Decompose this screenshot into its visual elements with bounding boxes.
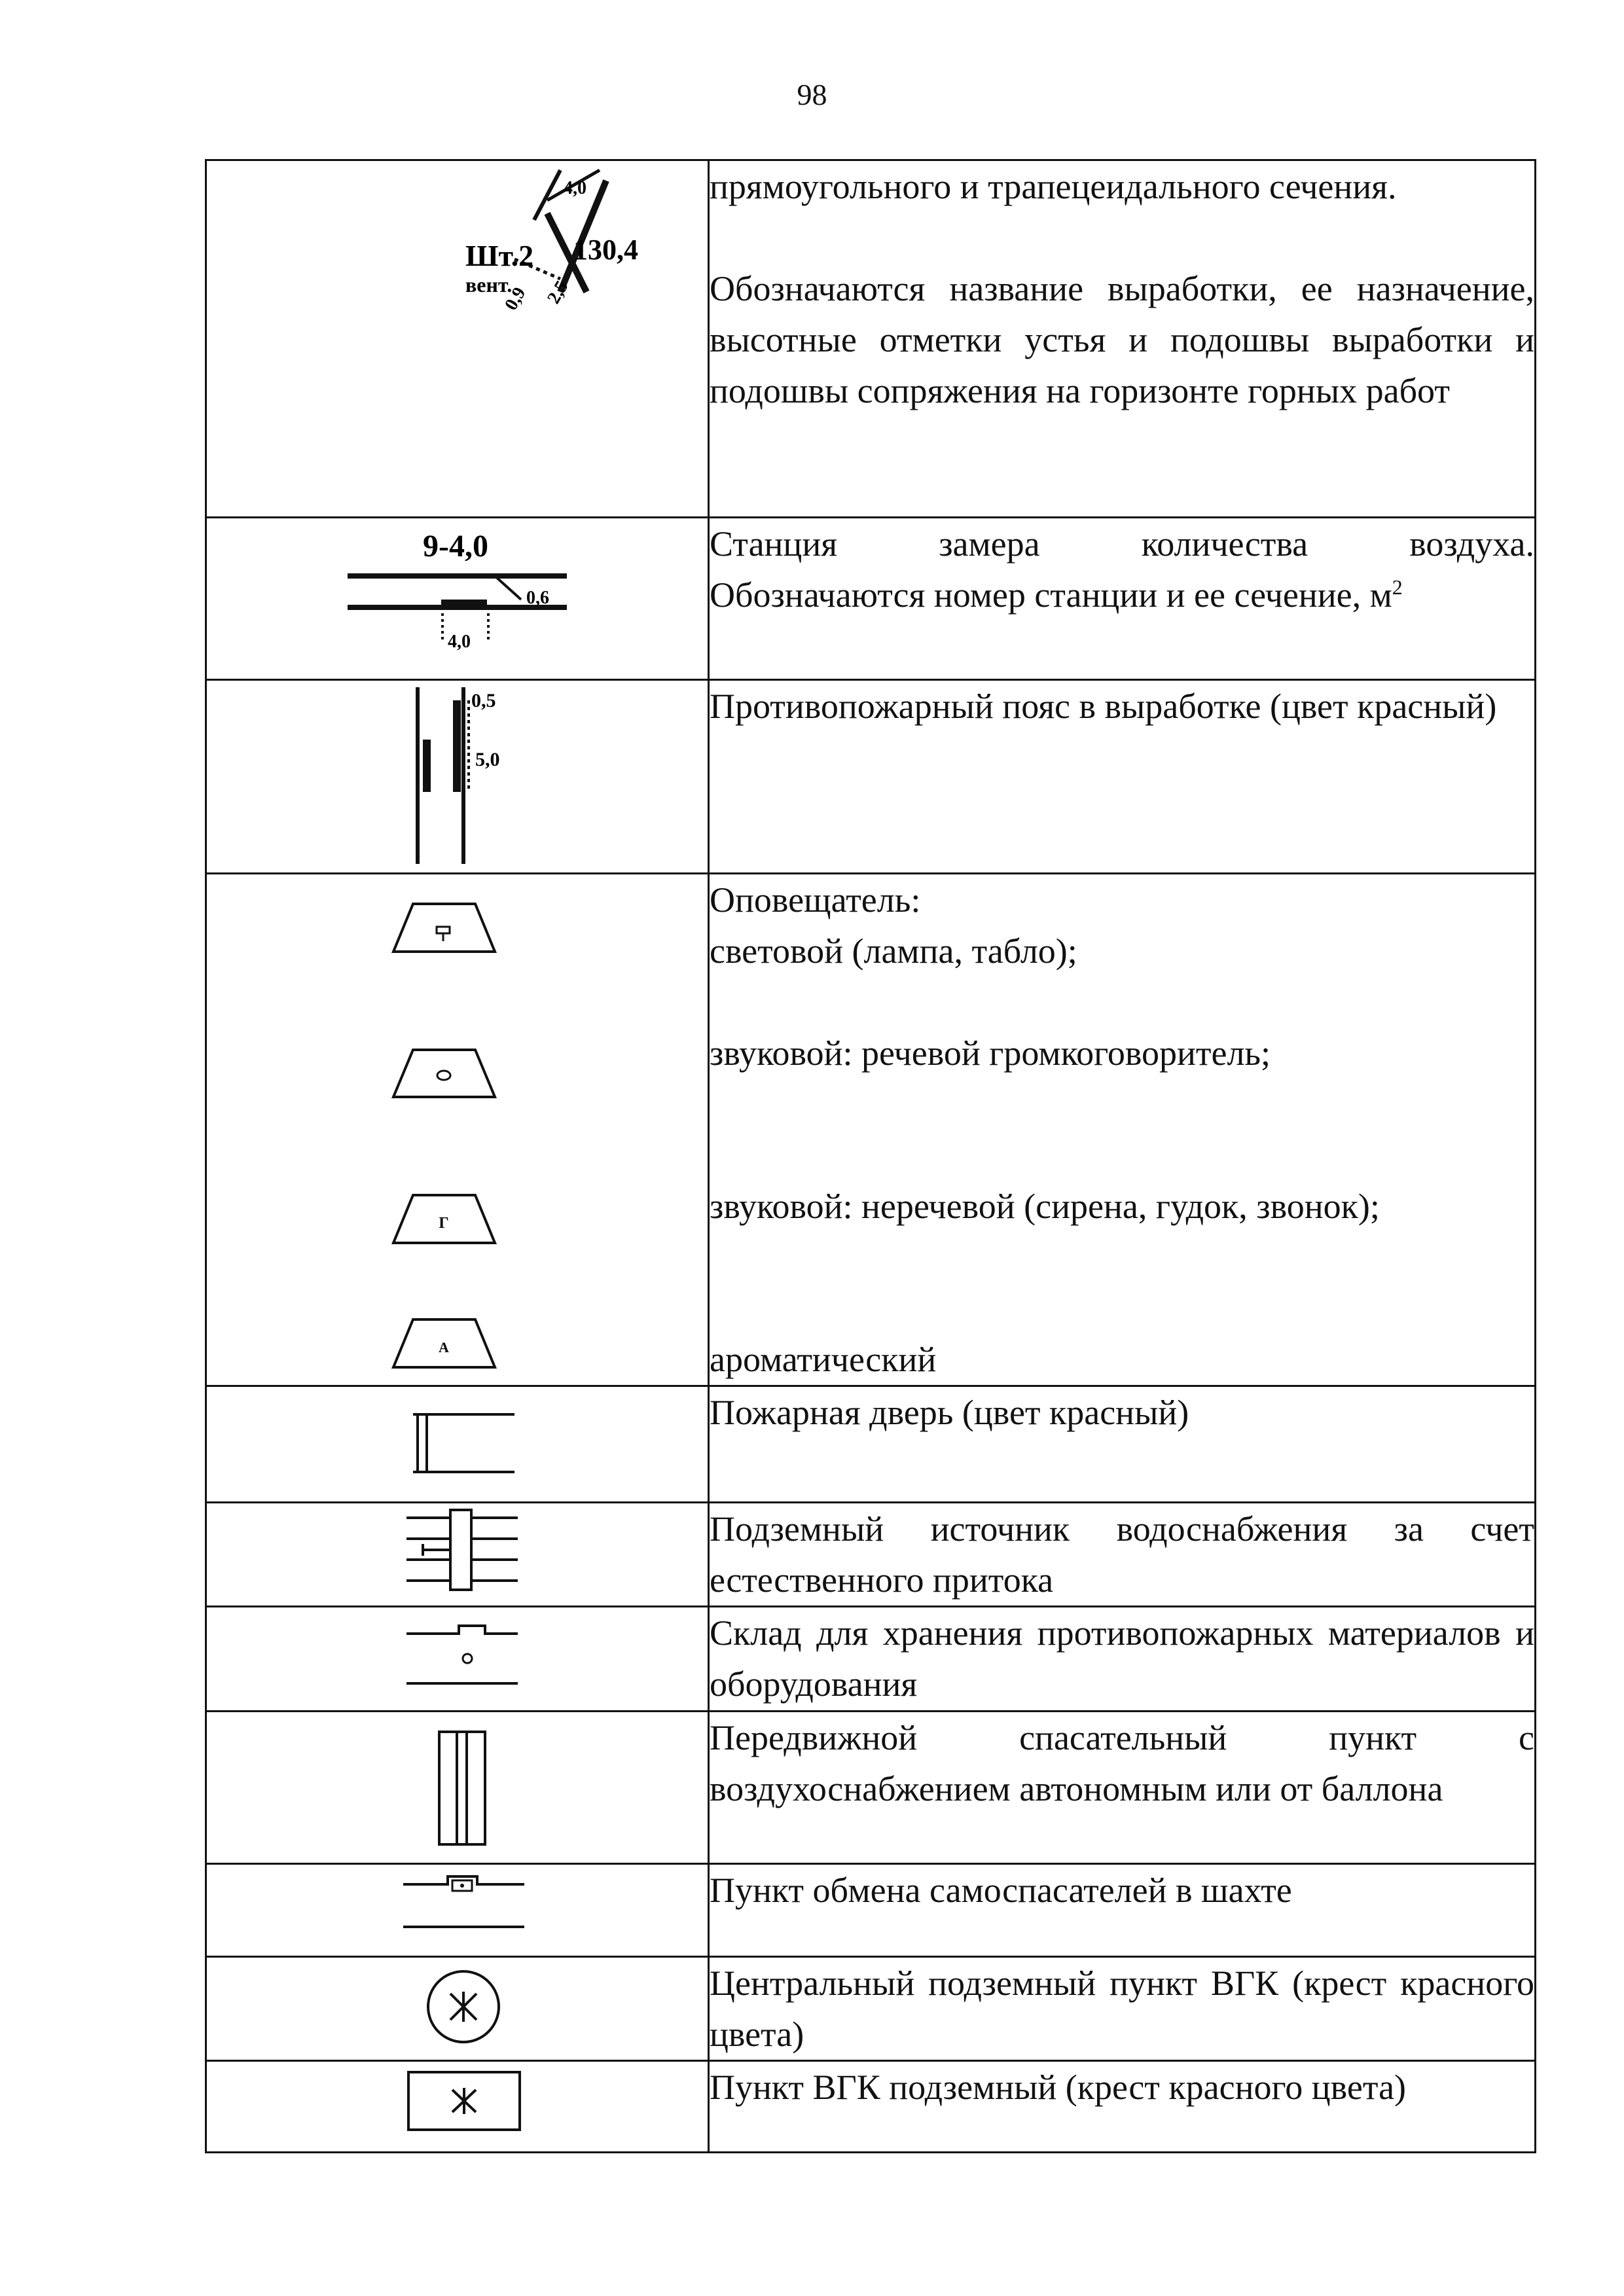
description-text: Обозначаются номер станции и ее сечение, м <box>710 575 1392 615</box>
fire-belt-dim-b: 5,0 <box>475 749 500 770</box>
symbol-cell <box>206 160 709 518</box>
table-row <box>206 518 1536 680</box>
description-text: Пункт ВГК подземный (крест красного цвета) <box>710 2068 1407 2107</box>
station-dim-b: 4,0 <box>448 632 471 652</box>
table-row <box>206 160 1536 518</box>
speech-notifier-symbol <box>393 1050 495 1097</box>
rescue-point-symbol <box>207 1712 708 1861</box>
list-item: звуковой: неречевой (сирена, гудок, звонок); <box>710 1187 1380 1226</box>
central-vgk-symbol <box>207 1958 708 2056</box>
symbol-cell <box>206 874 709 1386</box>
shaft-dim-c: 2,5 <box>543 277 573 308</box>
symbol-cell <box>206 1957 709 2061</box>
description-cell <box>709 1607 1536 1712</box>
description-cell <box>709 518 1536 680</box>
symbol-legend-table <box>205 159 1536 2153</box>
superscript: 2 <box>1392 575 1403 599</box>
description-text: Склад для хранения противопожарных материалов и оборудования <box>710 1613 1534 1704</box>
list-item: световой (лампа, табло); <box>710 931 1077 971</box>
light-notifier-symbol <box>393 904 495 952</box>
description-text: Пожарная дверь (цвет красный) <box>710 1393 1189 1432</box>
description-text: Обозначаются название выработки, ее назначение, высотные отметки устья и подошвы выработки и подошвы сопряжения на горизонте горных работ <box>710 269 1534 410</box>
description-cell <box>709 1712 1536 1864</box>
symbol-cell <box>206 518 709 680</box>
description-text: Подземный источник водоснабжения за счет естественного притока <box>710 1509 1534 1600</box>
symbol-cell <box>206 1503 709 1607</box>
symbol-cell <box>206 1712 709 1864</box>
shaft-purpose-label: вент. <box>465 273 513 296</box>
table-row <box>206 1712 1536 1864</box>
fire-belt-symbol <box>207 681 708 870</box>
list-item: ароматический <box>710 1340 937 1379</box>
list-item: звуковой: речевой громкоговоритель; <box>710 1033 1271 1073</box>
description-cell <box>709 1386 1536 1503</box>
shaft-dim-b: 0,9 <box>501 283 530 314</box>
symbol-cell <box>206 2061 709 2153</box>
description-text: Центральный подземный пункт ВГК (крест красного цвета) <box>710 1964 1534 2054</box>
notifier-title: Оповещатель: <box>710 880 921 920</box>
fire-door-symbol <box>207 1387 708 1499</box>
symbol-cell <box>206 680 709 874</box>
shaft-elevation-label: 130,4 <box>573 234 638 266</box>
self-rescuer-exchange-symbol <box>207 1865 708 1954</box>
station-dim-a: 0,6 <box>526 588 549 608</box>
station-title-label: 9-4,0 <box>423 529 488 564</box>
aroma-letter: А <box>439 1339 449 1355</box>
shaft-symbol <box>207 161 708 514</box>
table-row <box>206 1503 1536 1607</box>
water-source-symbol <box>207 1503 708 1602</box>
description-cell <box>709 1503 1536 1607</box>
table-row <box>206 2061 1536 2153</box>
symbol-cell <box>206 1864 709 1957</box>
shaft-name-label: Шт.2 <box>465 239 534 272</box>
description-cell <box>709 160 1536 518</box>
table-row <box>206 680 1536 874</box>
table-row <box>206 1607 1536 1712</box>
vgk-point-symbol <box>207 2062 708 2149</box>
description-cell <box>709 874 1536 1386</box>
air-station-symbol <box>207 518 708 675</box>
description-text: прямоугольного и трапецеидального сечения. <box>710 167 1397 206</box>
description-cell <box>709 680 1536 874</box>
description-text: Пункт обмена самоспасателей в шахте <box>710 1871 1292 1910</box>
fire-belt-dim-a: 0,5 <box>471 690 496 711</box>
table-row <box>206 1957 1536 2061</box>
shaft-dim-a: 4,0 <box>564 178 586 198</box>
notifier-symbols <box>207 874 708 1381</box>
description-text: Противопожарный пояс в выработке (цвет красный) <box>710 687 1497 726</box>
table-row <box>206 874 1536 1386</box>
description-text: Станция замера количества воздуха. <box>710 524 1534 564</box>
table-row <box>206 1386 1536 1503</box>
table-row <box>206 1864 1536 1957</box>
description-cell <box>709 1957 1536 2061</box>
siren-letter: Г <box>439 1215 449 1232</box>
description-cell <box>709 1864 1536 1957</box>
symbol-cell <box>206 1607 709 1712</box>
description-text: Передвижной спасательный пункт с воздухоснабжением автономным или от баллона <box>710 1718 1534 1808</box>
siren-notifier-symbol <box>393 1195 495 1243</box>
page-number: 98 <box>797 78 827 111</box>
aroma-notifier-symbol <box>393 1319 495 1367</box>
symbol-cell <box>206 1386 709 1503</box>
storage-symbol <box>207 1607 708 1708</box>
description-cell <box>709 2061 1536 2153</box>
